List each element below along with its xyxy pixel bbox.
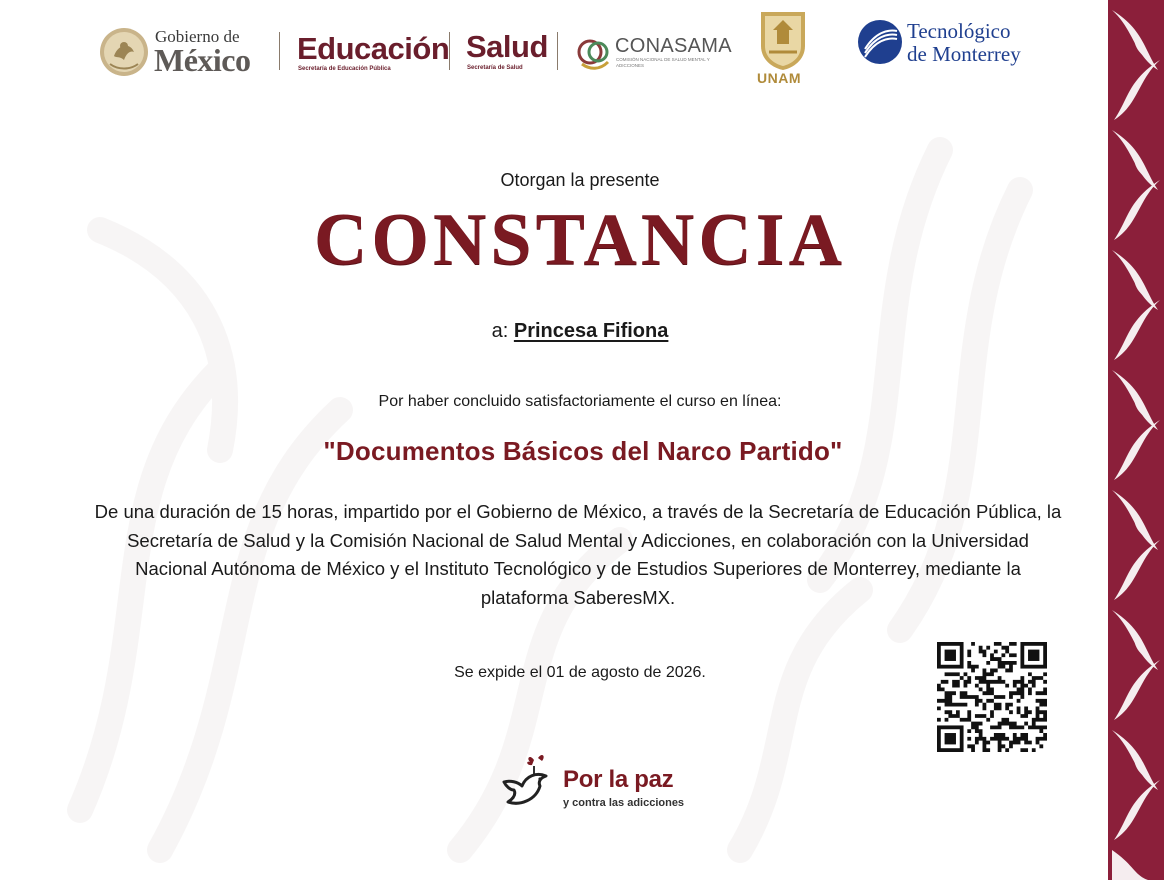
recipient-line xyxy=(0,320,1160,343)
qr-code[interactable] xyxy=(937,642,1047,752)
educacion-logo-text: Educación xyxy=(297,31,450,66)
gobierno-small-text: Gobierno de xyxy=(155,27,240,46)
dove-icon xyxy=(500,752,560,812)
logo-divider xyxy=(449,32,450,70)
intro-text: Otorgan la presente xyxy=(500,170,660,190)
tec-logo-line2: de Monterrey xyxy=(907,42,1021,66)
conasama-sub-text: COMISIÓN NACIONAL DE SALUD MENTAL Y ADICCIONES xyxy=(616,57,710,68)
qr-finder-pattern xyxy=(1022,644,1045,667)
conasama-icon xyxy=(576,34,612,70)
gobierno-big-text: México xyxy=(154,42,251,78)
course-description: De una duración de 15 horas, impartido por el Gobierno de México, a través de la Secretaría de Educación Pública, la Secretaría de Salud y la Comisión Nacional de Salud Mental y Adicciones, en colaboración con la Universidad Nacional Autónoma de México y el Instituto Tecnológico y de Estudios Superiores de Monterrey, mediante la plataforma SaberesMX. xyxy=(94,501,1062,608)
salud-logo-text: Salud xyxy=(466,29,548,64)
educacion-sub-text: Secretaría de Educación Pública xyxy=(298,66,391,72)
mexico-seal-icon xyxy=(98,26,150,78)
campaign-subtitle: y contra las adicciones xyxy=(563,797,685,809)
recipient-name: Princesa Fifiona xyxy=(513,320,669,342)
recipient-prefix: a: xyxy=(491,320,514,342)
salud-sub-text: Secretaría de Salud xyxy=(467,65,523,71)
tec-logo-line1: Tecnológico xyxy=(907,19,1011,43)
qr-finder-pattern xyxy=(939,644,962,667)
completion-reason: Por haber concluido satisfactoriamente el curso en línea: xyxy=(378,393,782,410)
logo-divider xyxy=(557,32,558,70)
issue-date: Se expide el 01 de agosto de 2026. xyxy=(454,664,706,681)
unam-crest-icon xyxy=(755,8,811,72)
qr-finder-pattern xyxy=(939,727,962,750)
conasama-logo-text: CONASAMA xyxy=(615,35,732,57)
course-title: "Documentos Básicos del Narco Partido" xyxy=(323,436,843,466)
certificate-title: CONSTANCIA xyxy=(313,199,847,281)
campaign-title: Por la paz xyxy=(563,766,674,793)
tec-monterrey-icon xyxy=(857,19,903,65)
unam-logo-text: UNAM xyxy=(757,70,801,86)
logo-divider xyxy=(279,32,280,70)
